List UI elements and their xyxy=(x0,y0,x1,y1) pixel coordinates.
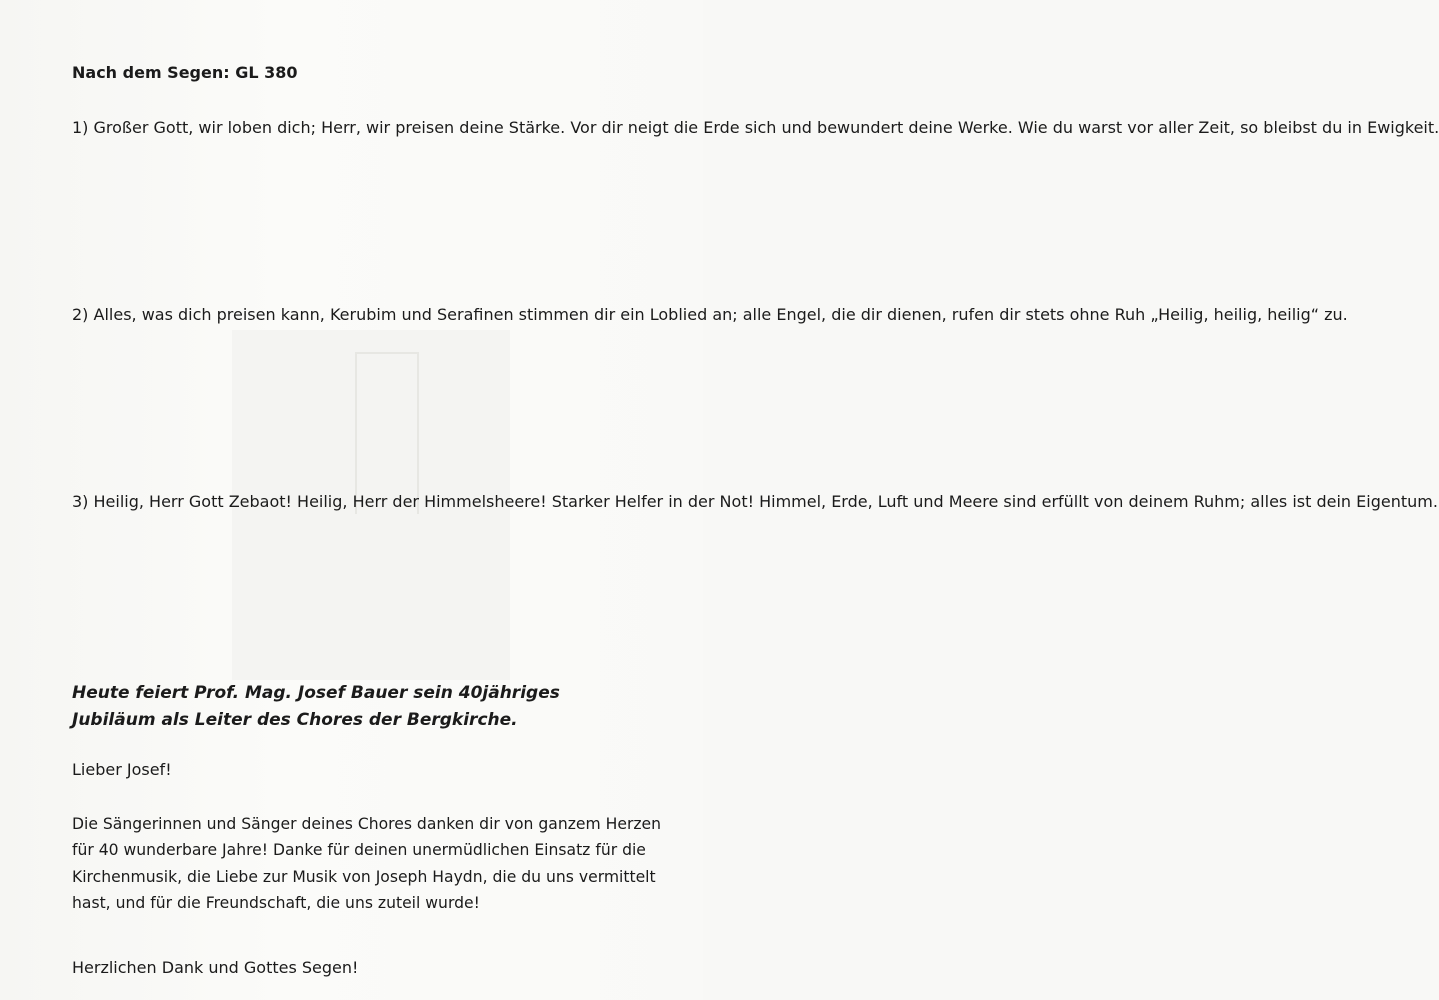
jubilee-announcement: Heute feiert Prof. Mag. Josef Bauer sein 40jähriges Jubiläum als Leiter des Chores der Bergkirche. xyxy=(72,683,560,730)
hymn-verse-3: 3) Heilig, Herr Gott Zebaot! Heilig, Herr der Himmelsheere! Starker Helfer in der Not! Himmel, Erde, Luft und Meere sind erfüllt von deinem Ruhm; alles ist dein Eigentum. xyxy=(72,492,1438,511)
hymn-verse-1: 1) Großer Gott, wir loben dich; Herr, wir preisen deine Stärke. Vor dir neigt die Erde sich und bewundert deine Werke. Wie du warst vor aller Zeit, so bleibst du in Ewigkeit. xyxy=(72,118,1439,137)
hymn-verse-2: 2) Alles, was dich preisen kann, Kerubim und Serafinen stimmen dir ein Loblied an; alle Engel, die dir dienen, rufen dir stets ohne Ruh „Heilig, heilig, heilig“ zu. xyxy=(72,305,1348,324)
closing-line: Herzlichen Dank und Gottes Segen! xyxy=(72,958,359,977)
salutation: Lieber Josef! xyxy=(72,760,172,779)
thank-you-message: Die Sängerinnen und Sänger deines Chores danken dir von ganzem Herzen für 40 wunderbare Jahre! Danke für deinen unermüdlichen Einsatz für die Kirchenmusik, die Liebe zur Musik von Joseph Haydn, die du uns vermittelt hast, und für die Freundschaft, die uns zuteil wurde! xyxy=(72,815,662,913)
page-heading: Nach dem Segen: GL 380 xyxy=(72,63,298,82)
